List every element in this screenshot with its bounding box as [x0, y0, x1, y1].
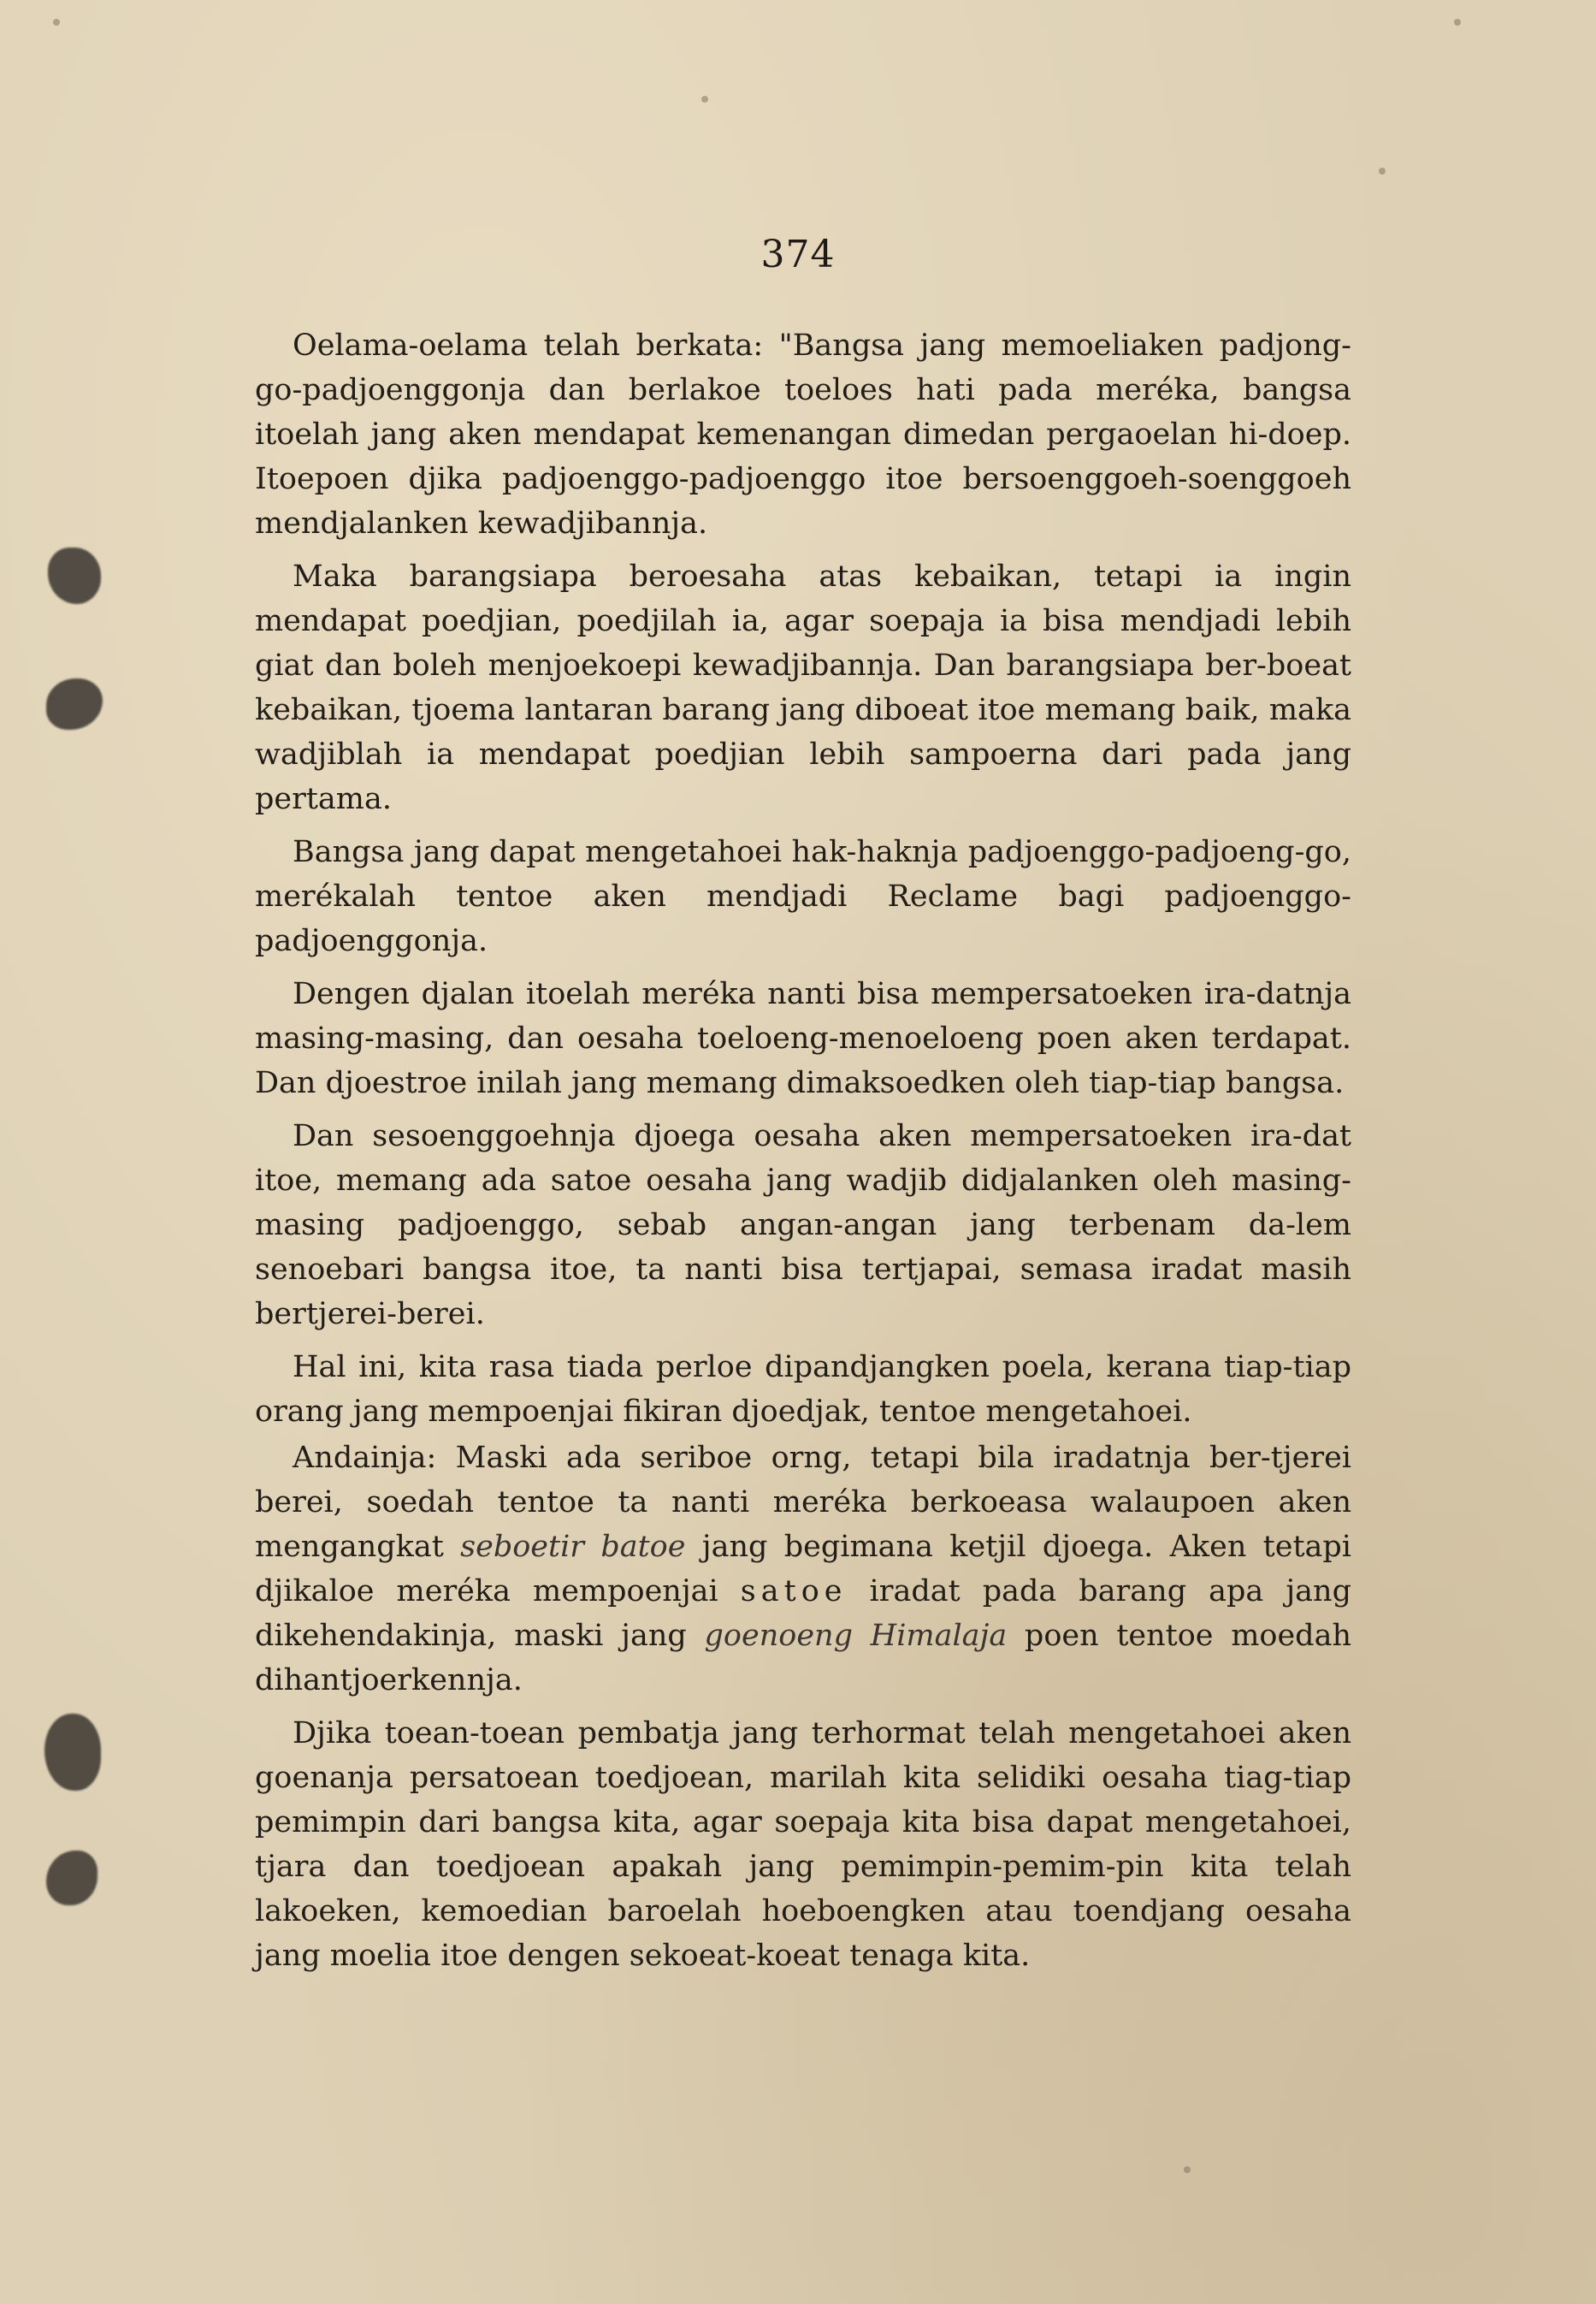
- paragraph-text: poen tentoe moedah dihantjoerkennja.: [255, 1619, 1351, 1697]
- binding-hole: [48, 548, 101, 604]
- italic-phrase: seboetir batoe: [460, 1530, 686, 1564]
- paper-speck: [1379, 168, 1386, 175]
- paragraph: Oelama-oelama telah berkata: "Bangsa jang memoeliaken padjong-go-padjoenggonja dan berlakoe toeloes hati pada meréka, bangsa itoelah jang aken mendapat kemenangan dimedan pergaoelan hi-doep. Itoepoen djika padjoenggo-padjoenggo itoe bersoenggoeh-soenggoeh mendjalanken kewadjibannja.: [255, 329, 1351, 541]
- page-number: 374: [760, 233, 836, 276]
- paragraph: Bangsa jang dapat mengetahoei hak-haknja padjoenggo-padjoeng-go, merékalah tentoe aken mendjadi Reclame bagi padjoenggo-padjoenggonja.: [255, 835, 1351, 958]
- paragraph-text: Andainja: Maski ada seriboe orng, tetapi bila iradatnja ber-tjerei berei, soedah tentoe ta nanti meréka berkoeasa walaupoen aken mengangkat: [255, 1441, 1351, 1564]
- italic-phrase: goenoeng Himalaja: [704, 1619, 1008, 1653]
- paragraph: Maka barangsiapa beroesaha atas kebaikan, tetapi ia ingin mendapat poedjian, poedjilah ia, agar soepaja ia bisa mendjadi lebih giat dan boleh menjoekoepi kewadjibannja. Dan barangsiapa ber-boeat kebaikan, tjoema lantaran barang jang diboeat itoe memang baik, maka wadjiblah ia mendapat poedjian lebih sampoerna dari pada jang pertama.: [255, 560, 1351, 816]
- paragraph: Djika toean-toean pembatja jang terhormat telah mengetahoei aken goenanja persatoean toedjoean, marilah kita selidiki oesaha tiag-tiap pemimpin dari bangsa kita, agar soepaja kita bisa dapat mengetahoei, tjara dan toedjoean apakah jang pemimpin-pemim-pin kita telah lakoeken, kemoedian baroelah hoeboengken atau toendjang oesaha jang moelia itoe dengen sekoeat-koeat tenaga kita.: [255, 1716, 1351, 1973]
- spaced-word: satoe: [740, 1574, 848, 1608]
- binding-hole: [46, 1851, 98, 1905]
- paragraph-text: jang begimana ketjil djoega. Aken tetapi djikaloe meréka mempoenjai: [255, 1530, 1351, 1608]
- paper-speck: [53, 19, 60, 26]
- paper-speck: [1454, 19, 1461, 26]
- binding-hole: [46, 678, 103, 730]
- paragraph-text: iradat pada barang apa jang dikehendakinja, maski jang: [255, 1574, 1351, 1653]
- paragraph: [255, 1436, 1351, 1703]
- binding-hole: [44, 1714, 101, 1791]
- paper-speck: [1184, 2166, 1191, 2173]
- paragraph: Dan sesoenggoehnja djoega oesaha aken mempersatoeken ira-dat itoe, memang ada satoe oesaha jang wadjib didjalanken oleh masing-masing padjoenggo, sebab angan-angan jang terbenam da-lem senoebari bangsa itoe, ta nanti bisa tertjapai, semasa iradat masih bertjerei-berei.: [255, 1119, 1351, 1331]
- paragraph: Dengen djalan itoelah meréka nanti bisa mempersatoeken ira-datnja masing-masing, dan oesaha toeloeng-menoeloeng poen aken terdapat. Dan djoestroe inilah jang memang dimaksoedken oleh tiap-tiap bangsa.: [255, 977, 1351, 1100]
- paper-speck: [701, 96, 708, 103]
- paragraph: Hal ini, kita rasa tiada perloe dipandjangken poela, kerana tiap-tiap orang jang mempoenjai fikiran djoedjak, tentoe mengetahoei.: [255, 1350, 1351, 1429]
- text-body: [255, 323, 1351, 1987]
